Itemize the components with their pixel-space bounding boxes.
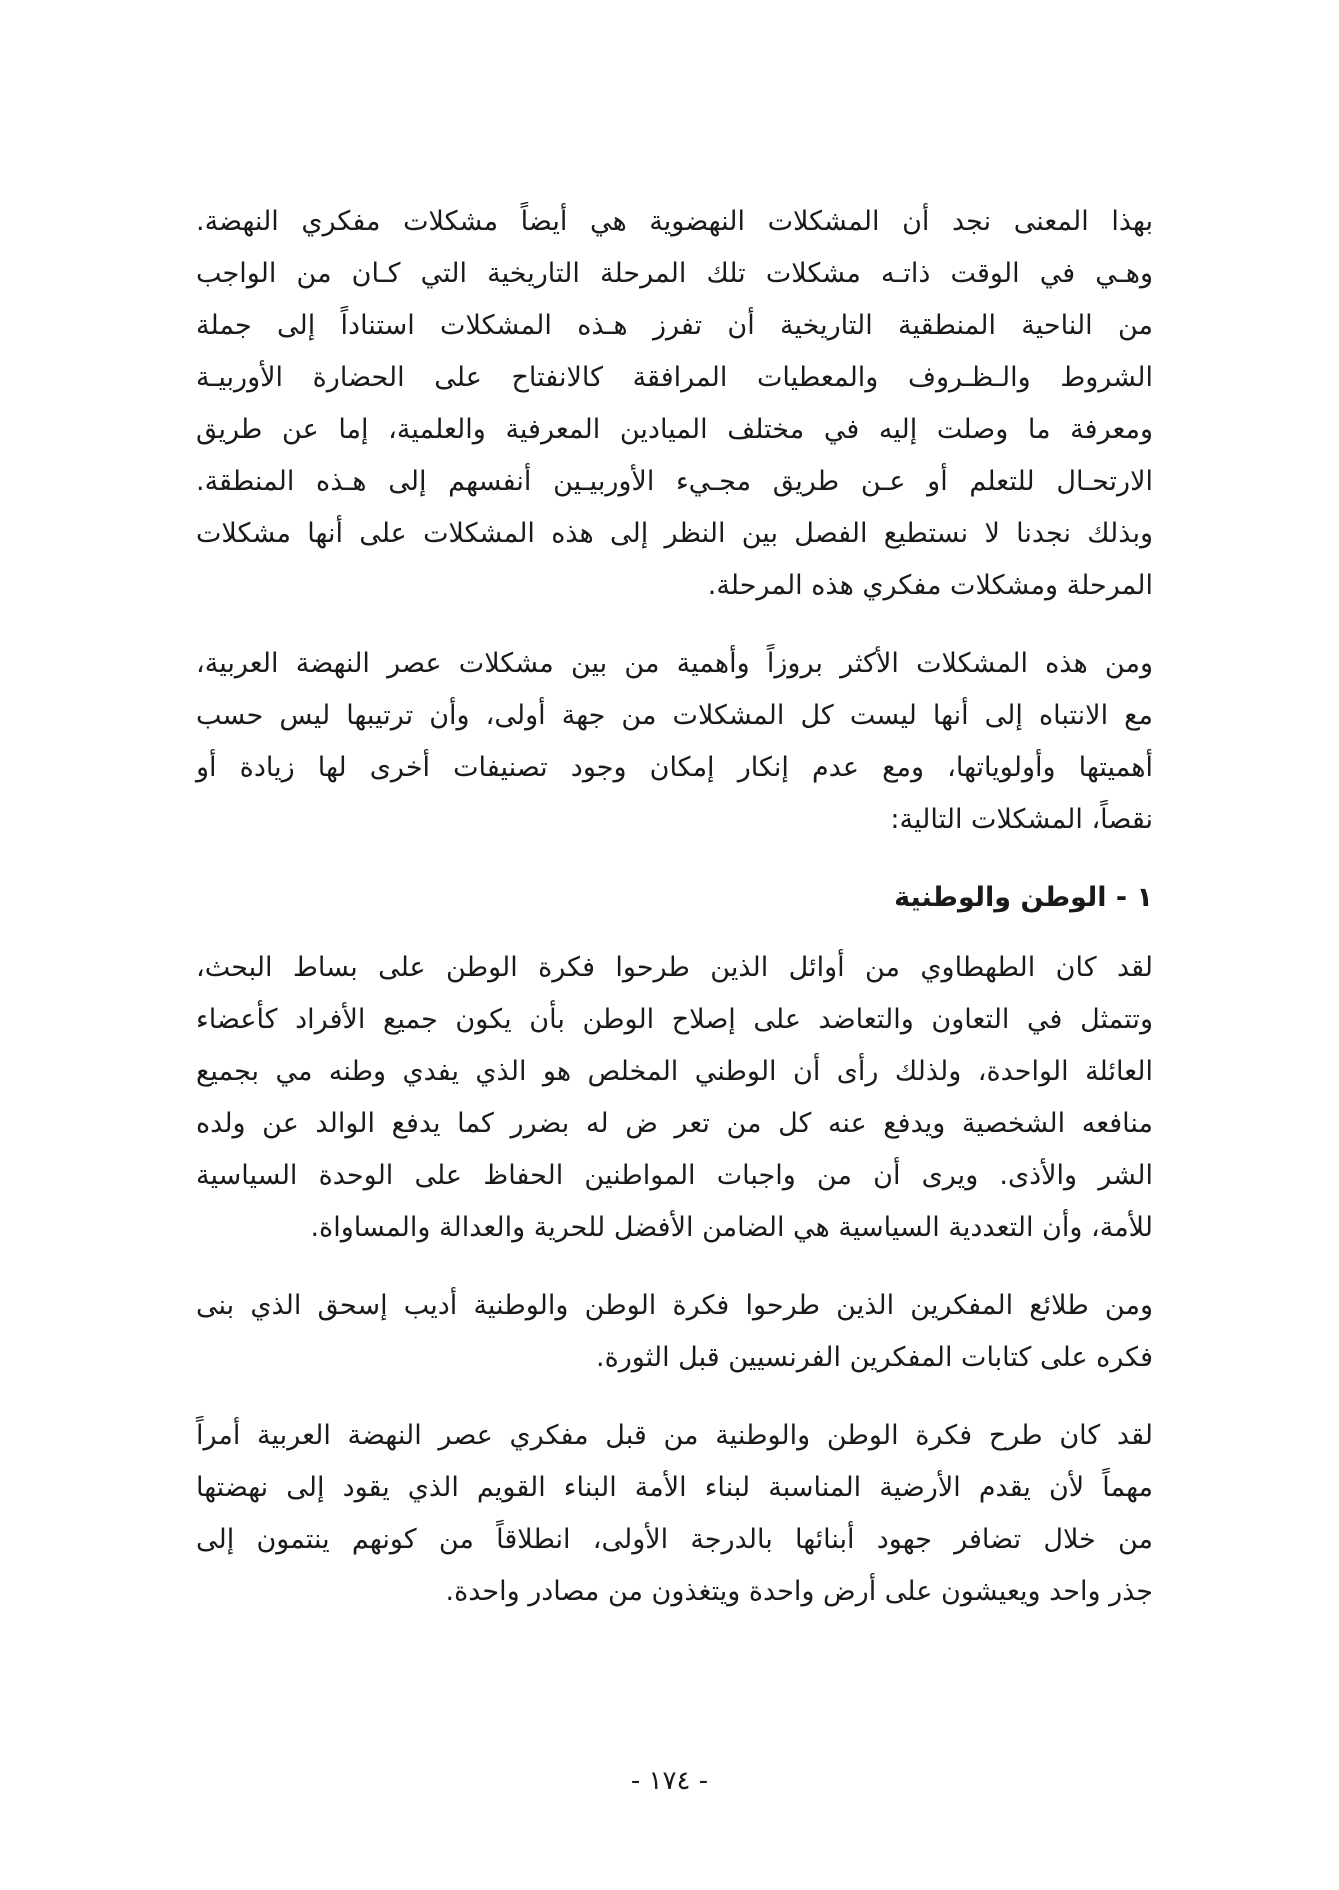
section-heading: ١ - الوطن والوطنية bbox=[894, 882, 1153, 913]
text-line: المرحلة ومشكلات مفكري هذه المرحلة. bbox=[707, 570, 1153, 601]
text-line: من الناحية المنطقية التاريخية أن تفرز هـذه المشكلات استناداً إلى جملة bbox=[196, 310, 1153, 341]
paragraph-1 bbox=[196, 196, 1153, 612]
text-line: الارتحـال للتعلم أو عـن طريق مجـيء الأوربيـين أنفسهم إلى هـذه المنطقة. bbox=[196, 466, 1153, 497]
text-line: جذر واحد ويعيشون على أرض واحدة ويتغذون من مصادر واحدة. bbox=[445, 1576, 1153, 1607]
text-line: منافعه الشخصية ويدفع عنه كل من تعر ض له بضرر كما يدفع الوالد عن ولده bbox=[196, 1108, 1153, 1139]
paragraph-3 bbox=[196, 942, 1153, 1254]
page-number: - ١٧٤ - bbox=[630, 1766, 709, 1796]
text-line: وبذلك نجدنا لا نستطيع الفصل بين النظر إلى هذه المشكلات على أنها مشكلات bbox=[196, 518, 1153, 549]
text-line: ومن هذه المشكلات الأكثر بروزاً وأهمية من بين مشكلات عصر النهضة العربية، bbox=[196, 648, 1153, 679]
body-text bbox=[196, 196, 1153, 1644]
text-line: فكره على كتابات المفكرين الفرنسيين قبل الثورة. bbox=[596, 1342, 1153, 1373]
text-line: من خلال تضافر جهود أبنائها بالدرجة الأولى، انطلاقاً من كونهم ينتمون إلى bbox=[196, 1524, 1153, 1555]
text-line: بهذا المعنى نجد أن المشكلات النهضوية هي أيضاً مشكلات مفكري النهضة. bbox=[196, 206, 1153, 237]
text-line: وهـي في الوقت ذاتـه مشكلات تلك المرحلة التاريخية التي كـان من الواجب bbox=[196, 258, 1153, 289]
text-line: مهماً لأن يقدم الأرضية المناسبة لبناء الأمة البناء القويم الذي يقود إلى نهضتها bbox=[196, 1472, 1153, 1503]
paragraph-2 bbox=[196, 638, 1153, 846]
text-line: ومعرفة ما وصلت إليه في مختلف الميادين المعرفية والعلمية، إما عن طريق bbox=[196, 414, 1153, 445]
text-line: الشروط والـظـروف والمعطيات المرافقة كالانفتاح على الحضارة الأوربيـة bbox=[196, 362, 1153, 393]
text-line: العائلة الواحدة، ولذلك رأى أن الوطني المخلص هو الذي يفدي وطنه مي بجميع bbox=[196, 1056, 1153, 1087]
text-line: أهميتها وأولوياتها، ومع عدم إنكار إمكان وجود تصنيفات أخرى لها زيادة أو bbox=[196, 752, 1153, 783]
text-line: الشر والأذى. ويرى أن من واجبات المواطنين الحفاظ على الوحدة السياسية bbox=[196, 1160, 1153, 1191]
text-line: ومن طلائع المفكرين الذين طرحوا فكرة الوطن والوطنية أديب إسحق الذي بنى bbox=[196, 1290, 1153, 1321]
text-line: لقد كان الطهطاوي من أوائل الذين طرحوا فكرة الوطن على بساط البحث، bbox=[196, 952, 1153, 983]
text-line: مع الانتباه إلى أنها ليست كل المشكلات من جهة أولى، وأن ترتيبها ليس حسب bbox=[196, 700, 1153, 731]
paragraph-4 bbox=[196, 1280, 1153, 1384]
text-line: نقصاً، المشكلات التالية: bbox=[890, 804, 1153, 835]
text-line: لقد كان طرح فكرة الوطن والوطنية من قبل مفكري عصر النهضة العربية أمراً bbox=[196, 1420, 1153, 1451]
text-line: وتتمثل في التعاون والتعاضد على إصلاح الوطن بأن يكون جميع الأفراد كأعضاء bbox=[196, 1004, 1153, 1035]
paragraph-5 bbox=[196, 1410, 1153, 1618]
text-line: للأمة، وأن التعددية السياسية هي الضامن الأفضل للحرية والعدالة والمساواة. bbox=[310, 1212, 1153, 1243]
